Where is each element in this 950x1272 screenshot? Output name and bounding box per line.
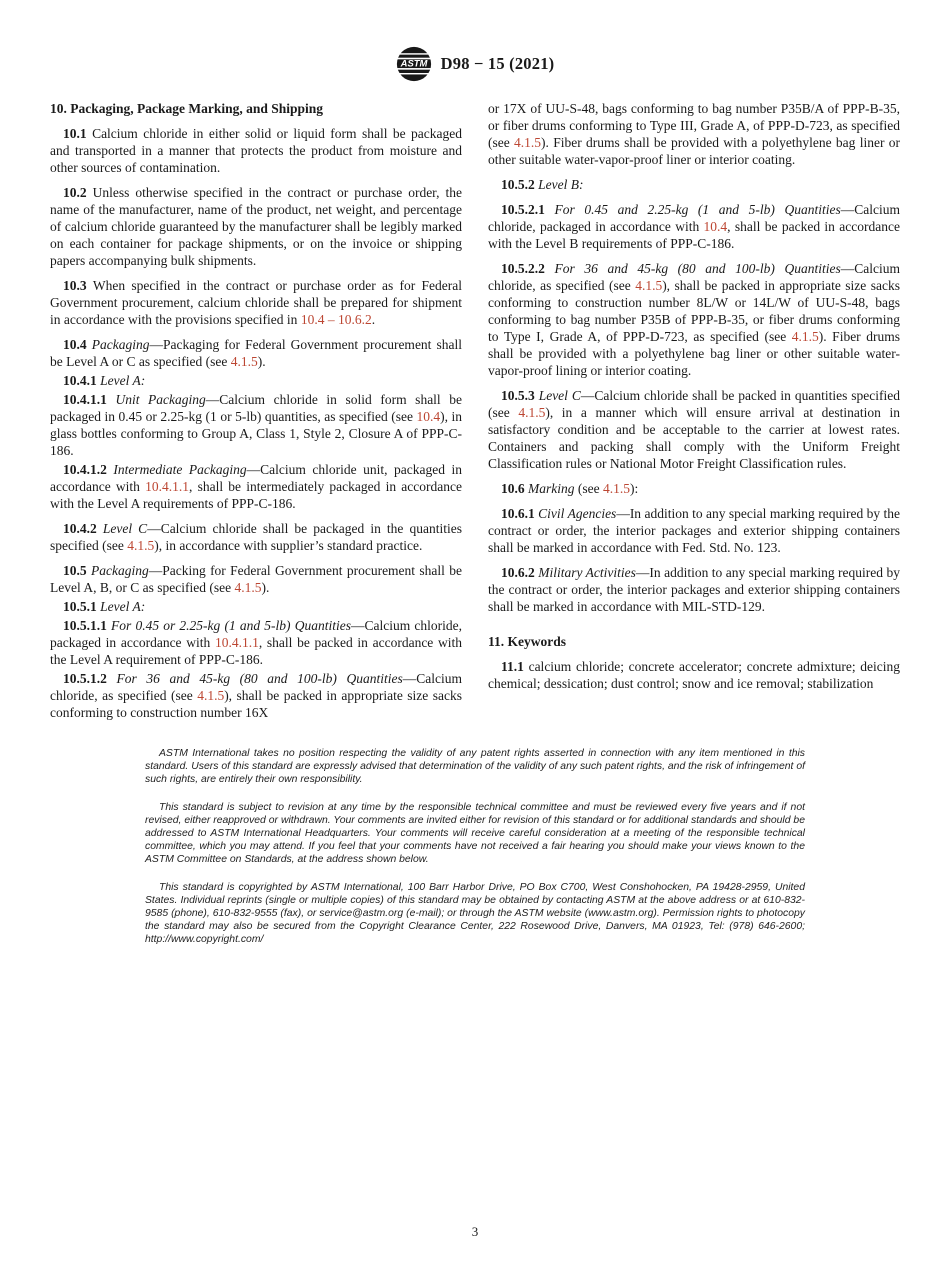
text-run: —Calcium chloride shall be packaged in the quantities specified (see xyxy=(50,521,462,553)
clause-number: 11.1 xyxy=(501,659,529,674)
cross-reference-link[interactable]: 10.4 xyxy=(703,219,728,234)
clause-number: 10.5.3 xyxy=(501,388,539,403)
standard-designation: D98 − 15 (2021) xyxy=(440,54,555,73)
left-column xyxy=(50,98,462,721)
astm-logo-icon xyxy=(396,46,432,82)
text-run: —Calcium chloride, packaged in accordance with xyxy=(50,618,462,650)
text-run: or 17X of UU-S-48, bags conforming to bag number P35B/A of PPP-B-35, or fiber drums conforming to Type III, Grade A, of PPP-D-723, as specified (see xyxy=(488,101,900,150)
emphasis-text: For 0.45 or 2.25-kg (1 and 5-lb) Quantities xyxy=(111,618,351,633)
text-run: (see xyxy=(574,481,603,496)
clause-number: 10.5.2.2 xyxy=(501,261,555,276)
cross-reference-link[interactable]: 4.1.5 xyxy=(514,135,542,150)
text-run: Unless otherwise specified in the contract or purchase order, the name of the manufacturer, name of the product, net weight, and percentage of calcium chloride guaranteed by the manufacturer shall be legibly marked on each container for package shipments, or on the invoice or shipping papers accompanying bulk shipments. xyxy=(50,185,462,268)
emphasis-text: Level A: xyxy=(100,373,146,388)
text-run: When specified in the contract or purchase order as for Federal Government procurement, calcium chloride shall be prepared for shipment in accordance with the provisions specified in xyxy=(50,278,463,327)
cross-reference-link[interactable]: 4.1.5 xyxy=(197,688,225,703)
paragraph xyxy=(50,520,462,554)
emphasis-text: Marking xyxy=(528,481,575,496)
clause-number: 10.5.1.2 xyxy=(63,671,117,686)
paragraph xyxy=(488,480,900,497)
clause-number: 10.5.2 xyxy=(501,177,539,192)
paragraph xyxy=(50,125,462,176)
clause-number: 10.6.1 xyxy=(501,506,539,521)
paragraph xyxy=(488,658,900,692)
clause-number: 10.4.2 xyxy=(63,521,103,536)
emphasis-text: Military Activities xyxy=(538,565,636,580)
cross-reference-link[interactable]: 4.1.5 xyxy=(230,354,258,369)
text-run: —Packing for Federal Government procurement shall be Level A, B, or C as specified (see xyxy=(50,563,463,595)
cross-reference-link[interactable]: 4.1.5 xyxy=(602,481,630,496)
cross-reference-link[interactable]: 10.4.1.1 xyxy=(214,635,259,650)
paragraph xyxy=(488,100,900,168)
paragraph xyxy=(50,562,462,596)
text-run: —Calcium chloride in solid form shall be packaged in 0.45 or 2.25-kg (1 or 5-lb) quantities, as specified (see xyxy=(50,392,463,424)
emphasis-text: Packaging xyxy=(91,337,150,352)
paragraph xyxy=(50,670,462,721)
text-run: ), in accordance with supplier’s standard practice. xyxy=(154,538,423,553)
text-run: —Packaging for Federal Government procurement shall be Level A or C as specified (see xyxy=(50,337,463,369)
paragraph xyxy=(50,391,462,459)
text-run: Calcium chloride in either solid or liquid form shall be packaged and transported in a manner that protects the product from moisture and other sources of contamination. xyxy=(50,126,463,175)
clause-number: 10.5.1 xyxy=(63,599,101,614)
emphasis-text: Civil Agencies xyxy=(538,506,617,521)
cross-reference-link[interactable]: 10.4 – 10.6.2 xyxy=(300,312,372,327)
text-run: ). xyxy=(257,354,266,369)
emphasis-text: For 36 and 45-kg (80 and 100-lb) Quantities xyxy=(554,261,841,276)
paragraph xyxy=(50,184,462,269)
cross-reference-link[interactable]: 4.1.5 xyxy=(127,538,155,553)
text-run: ). Fiber drums shall be provided with a polyethylene bag liner or other suitable water-vapor-proof liner or interior coating. xyxy=(488,135,900,167)
cross-reference-link[interactable]: 4.1.5 xyxy=(791,329,819,344)
text-run: ), shall be packed in appropriate size sacks conforming to construction number 16X xyxy=(50,688,462,720)
clause-number: 10.4.1.2 xyxy=(63,462,114,477)
paragraph xyxy=(50,461,462,512)
cross-reference-link[interactable]: 10.4 xyxy=(416,409,441,424)
emphasis-text: Unit Packaging xyxy=(115,392,206,407)
footer-paragraph: This standard is subject to revision at any time by the responsible technical committee and must be reviewed every five years and if not revised, either reapproved or withdrawn. Your comments are invited either for revision of this standard or for additional standards and should be addressed to ASTM International Headquarters. Your comments will receive careful consideration at a meeting of the responsible technical committee, which you may attend. If you feel that your comments have not received a fair hearing you should make your views known to the ASTM Committee on Standards, at the address shown below. xyxy=(145,801,805,866)
paragraph xyxy=(50,598,462,615)
text-run: ). xyxy=(261,580,270,595)
footer-notes xyxy=(145,747,805,947)
text-run: —Calcium chloride unit, packaged in accordance with xyxy=(50,462,462,494)
text-run: ), in a manner which will ensure arrival at destination in satisfactory condition and be acceptable to the carrier at lowest rates. Containers and packing shall comply with the Uniform Freight Classification rules or National Motor Freight Classification rules. xyxy=(488,405,901,471)
emphasis-text: For 0.45 and 2.25-kg (1 and 5-lb) Quantities xyxy=(554,202,841,217)
text-run: ), shall be packed in appropriate size sacks conforming to construction number 8L/W or 14L/W of UU-S-48, bags conforming to bag number P35B of PPP-B-35, or fiber drums conforming to Type I, Grade A, of PPP-D-723, as specified (see xyxy=(488,278,900,344)
paragraph xyxy=(50,336,462,370)
clause-number: 10.2 xyxy=(63,185,93,200)
emphasis-text: Level B: xyxy=(538,177,584,192)
text-run: —Calcium chloride, packaged in accordance with xyxy=(488,202,901,234)
text-run: ): xyxy=(629,481,639,496)
clause-number: 10.4 xyxy=(63,337,92,352)
paragraph xyxy=(488,201,900,252)
clause-number: 10.5.2.1 xyxy=(501,202,555,217)
paragraph xyxy=(50,372,462,389)
text-run: —Calcium chloride shall be packed in quantities specified (see xyxy=(488,388,901,420)
right-column xyxy=(488,98,900,721)
text-run: —In addition to any special marking required by the contract or order, the interior packages and exterior shipping containers shall be marked in accordance with MIL-STD-129. xyxy=(488,565,900,614)
paragraph xyxy=(488,176,900,193)
text-run: , shall be intermediately packaged in accordance with the Level A requirements of PPP-C-186. xyxy=(50,479,463,511)
body-columns xyxy=(50,98,900,721)
text-run: . xyxy=(371,312,376,327)
text-run: —Calcium chloride, as specified (see xyxy=(50,671,463,703)
clause-number: 10.6 xyxy=(501,481,528,496)
text-run: ), in glass bottles conforming to Group A, Class 1, Style 2, Closure A of PPP-C-186. xyxy=(50,409,462,458)
emphasis-text: Packaging xyxy=(90,563,149,578)
text-run: , shall be packed in accordance with the Level A requirement of PPP-C-186. xyxy=(50,635,462,667)
text-run: —Calcium chloride, as specified (see xyxy=(488,261,901,293)
paragraph xyxy=(488,387,900,472)
clause-number: 10.4.1.1 xyxy=(63,392,116,407)
emphasis-text: Level A: xyxy=(100,599,146,614)
document-header xyxy=(50,46,900,82)
section-heading: 10. Packaging, Package Marking, and Shipping xyxy=(50,101,324,116)
text-run: ). Fiber drums shall be provided with a polyethylene bag liner or other suitable water-vapor-proof lining or interior coating. xyxy=(488,329,900,378)
emphasis-text: Level C xyxy=(102,521,148,536)
emphasis-text: Level C xyxy=(538,388,581,403)
clause-number: 10.5.1.1 xyxy=(63,618,112,633)
section-heading: 11. Keywords xyxy=(488,634,567,649)
astm-logo-text: ASTM xyxy=(400,58,428,70)
clause-number: 10.5 xyxy=(63,563,91,578)
paragraph xyxy=(50,617,462,668)
cross-reference-link[interactable]: 10.4.1.1 xyxy=(145,479,189,494)
cross-reference-link[interactable]: 4.1.5 xyxy=(635,278,663,293)
clause-number: 10.1 xyxy=(63,126,93,141)
emphasis-text: For 36 and 45-kg (80 and 100-lb) Quantities xyxy=(116,671,403,686)
emphasis-text: Intermediate Packaging xyxy=(113,462,247,477)
page-number: 3 xyxy=(471,1224,479,1239)
paragraph xyxy=(488,505,900,556)
clause-number: 10.6.2 xyxy=(501,565,539,580)
text-run: , shall be packed in accordance with the Level B requirements of PPP-C-186. xyxy=(488,219,900,251)
paragraph xyxy=(488,260,900,379)
paragraph xyxy=(488,564,900,615)
clause-number: 10.3 xyxy=(63,278,93,293)
footer-paragraph: ASTM International takes no position respecting the validity of any patent rights asserted in connection with any item mentioned in this standard. Users of this standard are expressly advised that determination of the validity of any such patent rights, and the risk of infringement of such rights, are entirely their own responsibility. xyxy=(145,748,805,786)
paragraph xyxy=(50,277,462,328)
text-run: —In addition to any special marking required by the contract or order, the interior packages and exterior shipping containers shall be marked in accordance with Fed. Std. No. 123. xyxy=(488,506,901,555)
cross-reference-link[interactable]: 4.1.5 xyxy=(234,580,262,595)
cross-reference-link[interactable]: 4.1.5 xyxy=(518,405,546,420)
text-run: calcium chloride; concrete accelerator; concrete admixture; deicing chemical; dessication; dust control; snow and ice removal; stabilization xyxy=(488,659,900,691)
footer-paragraph: This standard is copyrighted by ASTM International, 100 Barr Harbor Drive, PO Box C700, West Conshohocken, PA 19428-2959, United States. Individual reprints (single or multiple copies) of this standard may be obtained by contacting ASTM at the above address or at 610-832-9585 (phone), 610-832-9555 (fax), or service@astm.org (e-mail); or through the ASTM website (www.astm.org). Permission rights to photocopy the standard may also be secured from the Copyright Clearance Center, 222 Rosewood Drive, Danvers, MA 01923, Tel: (978) 646-2600; http://www.copyright.com/ xyxy=(145,881,805,946)
clause-number: 10.4.1 xyxy=(63,373,101,388)
